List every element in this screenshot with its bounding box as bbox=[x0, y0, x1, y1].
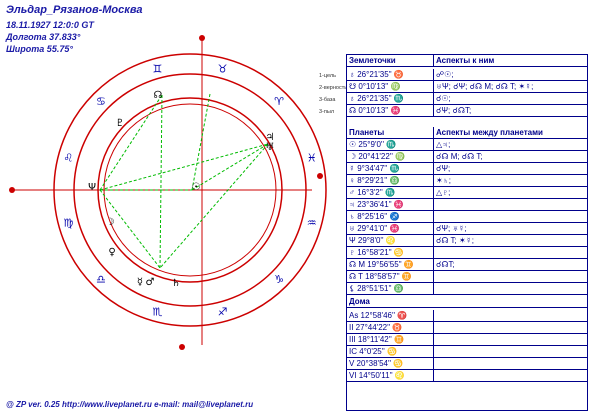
point-row bbox=[347, 69, 587, 81]
planet-row-value: Ψ 29°8'0'' ♌ bbox=[349, 236, 396, 245]
point-row-value: ♁ 26°21'35'' ♉ bbox=[349, 70, 404, 79]
planet-row-value: ♇ 16°58'21'' ♋ bbox=[349, 248, 404, 257]
point-row-aspects: ♅Ψ; ☌Ψ; ☌☊ M; ☌☊ T; ✶☿; bbox=[433, 81, 533, 92]
house-row-value: V 20°38'54'' ♋ bbox=[349, 359, 404, 368]
planet-glyph: ♇ bbox=[115, 118, 125, 129]
house-row-aspects bbox=[433, 370, 436, 381]
zodiac-sign-glyph: ♍ bbox=[63, 216, 74, 230]
house-row-aspects bbox=[433, 358, 436, 369]
zodiac-sign-glyph: ♈ bbox=[274, 94, 285, 108]
planet-row-value: ⚸ 28°51'51'' ♎ bbox=[349, 284, 404, 293]
points-header: Землеточки bbox=[349, 56, 396, 65]
planet-row-aspects: ☌Ψ; bbox=[433, 163, 450, 174]
zodiac-sign-glyph: ♒ bbox=[306, 216, 317, 230]
planet-row bbox=[347, 151, 587, 163]
house-row-value: IC 4°0'25'' ♋ bbox=[349, 347, 397, 356]
aspect-lines bbox=[100, 94, 268, 268]
planet-row bbox=[347, 139, 587, 151]
planet-row-aspects bbox=[433, 211, 436, 222]
planet-row-aspects bbox=[433, 199, 436, 210]
planet-row bbox=[347, 247, 587, 259]
zodiac-sign-glyph: ♑ bbox=[274, 273, 285, 287]
planet-glyph: ☊ bbox=[153, 90, 163, 101]
zodiac-sign-glyph: ♋ bbox=[95, 94, 106, 108]
planets-aspects-header: Аспекты между планетами bbox=[433, 127, 543, 138]
planet-row-value: ♃ 23°36'41'' ♓ bbox=[349, 200, 404, 209]
house-row-aspects bbox=[433, 334, 436, 345]
planet-row-value: ☊ M 19°56'55'' ♊ bbox=[349, 260, 414, 269]
point-row-aspects: ☌☉; bbox=[433, 93, 451, 104]
planet-row bbox=[347, 235, 587, 247]
dsc-marker bbox=[317, 173, 323, 179]
house-row bbox=[347, 358, 587, 370]
house-row-value: VI 14°50'11'' ♌ bbox=[349, 371, 405, 380]
planet-row bbox=[347, 175, 587, 187]
planet-glyph: ♄ bbox=[171, 278, 181, 289]
house-row-aspects bbox=[433, 322, 436, 333]
houses-header-row bbox=[347, 296, 587, 308]
planet-row bbox=[347, 223, 587, 235]
house-row-value: II 27°44'22'' ♉ bbox=[349, 323, 403, 332]
planet-row-aspects: ☌☊ M; ☌☊ T; bbox=[433, 151, 483, 162]
house-row-aspects bbox=[433, 310, 436, 321]
mc-marker bbox=[199, 35, 205, 41]
planet-row-value: ♀ 8°29'21'' ♎ bbox=[349, 176, 400, 185]
planet-row bbox=[347, 187, 587, 199]
zodiac-sign-glyph: ♓ bbox=[306, 151, 317, 165]
planet-row bbox=[347, 271, 587, 283]
point-row bbox=[347, 93, 587, 105]
planet-row-aspects bbox=[433, 247, 436, 258]
house-row bbox=[347, 346, 587, 358]
point-row-value: ♁ 26°21'35'' ♏ bbox=[349, 94, 404, 103]
side-label: 3-база bbox=[319, 97, 336, 103]
planet-row-aspects: △♇; bbox=[433, 187, 450, 198]
zodiac-sign-glyph: ♎ bbox=[95, 273, 106, 287]
side-label: 2-верность bbox=[319, 85, 348, 91]
planet-glyph: Ψ bbox=[88, 182, 96, 193]
zodiac-sign-glyph: ♉ bbox=[217, 62, 228, 76]
planet-glyph: ♂ bbox=[145, 277, 155, 288]
planet-glyph: ☿ bbox=[136, 277, 144, 288]
planet-row bbox=[347, 163, 587, 175]
point-row-aspects: ☍☉; bbox=[433, 69, 454, 80]
point-row-aspects: ☌Ψ; ☌☊T; bbox=[433, 105, 471, 116]
house-row-value: III 18°11'42'' ♊ bbox=[349, 335, 404, 344]
planet-row-aspects: ☌☊ T; ✶☿; bbox=[433, 235, 474, 246]
planet-row bbox=[347, 259, 587, 271]
planet-row-aspects: ☌☊T; bbox=[433, 259, 455, 270]
point-row-value: ☋ 0°10'13'' ♍ bbox=[349, 82, 401, 91]
latitude-label: Широта 55.75° bbox=[6, 44, 73, 54]
planet-row-value: ☿ 9°34'47'' ♏ bbox=[349, 164, 400, 173]
ic-marker bbox=[179, 344, 185, 350]
planet-row bbox=[347, 199, 587, 211]
planet-glyph: ♃ bbox=[265, 132, 275, 143]
planet-row-value: ♂ 16°3'2'' ♏ bbox=[349, 188, 395, 197]
planet-glyph: ♀ bbox=[108, 247, 116, 258]
planet-row bbox=[347, 211, 587, 223]
asc-marker bbox=[9, 187, 15, 193]
aspects-table bbox=[346, 54, 588, 411]
point-row-value: ☊ 0°10'13'' ♓ bbox=[349, 106, 401, 115]
planet-row-aspects bbox=[433, 271, 436, 282]
planet-row-aspects bbox=[433, 283, 436, 294]
zodiac-sign-glyph: ♊ bbox=[152, 62, 163, 76]
planet-row-value: ☊ T 18°58'57'' ♊ bbox=[349, 272, 412, 281]
planets-header-row bbox=[347, 127, 587, 139]
house-row bbox=[347, 334, 587, 346]
house-row-aspects bbox=[433, 346, 436, 357]
footer-credits: @ ZP ver. 0.25 http://www.liveplanet.ru e-mail: mail@liveplanet.ru bbox=[6, 400, 254, 409]
planet-row-aspects: △♃; bbox=[433, 139, 450, 150]
zodiac-sign-glyph: ♐ bbox=[217, 305, 228, 319]
planet-row-value: ☽ 20°41'22'' ♍ bbox=[349, 152, 406, 161]
longitude-label: Долгота 37.833° bbox=[6, 32, 81, 42]
point-row bbox=[347, 105, 587, 117]
chart-name: Эльдар_Рязанов-Москва bbox=[6, 4, 143, 16]
points-header-row bbox=[347, 55, 587, 67]
planet-row bbox=[347, 283, 587, 295]
side-label: 1-цель bbox=[319, 73, 336, 79]
planets-header: Планеты bbox=[349, 128, 385, 137]
planet-glyph: ☉ bbox=[191, 182, 201, 193]
planet-row-aspects: ✶♄; bbox=[433, 175, 451, 186]
planet-row-value: ♅ 29°41'0'' ♓ bbox=[349, 224, 400, 233]
birth-datetime: 18.11.1927 12:0:0 GT bbox=[6, 20, 94, 30]
house-row-value: As 12°58'46'' ♈ bbox=[349, 311, 408, 320]
planet-glyph: ♅ bbox=[265, 142, 275, 153]
house-row bbox=[347, 310, 587, 322]
zodiac-sign-glyph: ♌ bbox=[63, 151, 74, 165]
points-aspects-header: Аспекты к ним bbox=[433, 55, 494, 66]
house-row bbox=[347, 370, 587, 382]
zodiac-sign-glyph: ♏ bbox=[152, 305, 163, 319]
point-row bbox=[347, 81, 587, 93]
houses-header: Дома bbox=[349, 297, 370, 306]
planet-row-value: ☉ 25°9'0'' ♏ bbox=[349, 140, 397, 149]
planet-row-aspects: ☌Ψ; ♅☿; bbox=[433, 223, 467, 234]
planet-glyph: ☽ bbox=[105, 217, 115, 228]
planet-row-value: ♄ 8°25'16'' ♐ bbox=[349, 212, 400, 221]
side-label: 3-пыл bbox=[319, 109, 335, 115]
house-row bbox=[347, 322, 587, 334]
